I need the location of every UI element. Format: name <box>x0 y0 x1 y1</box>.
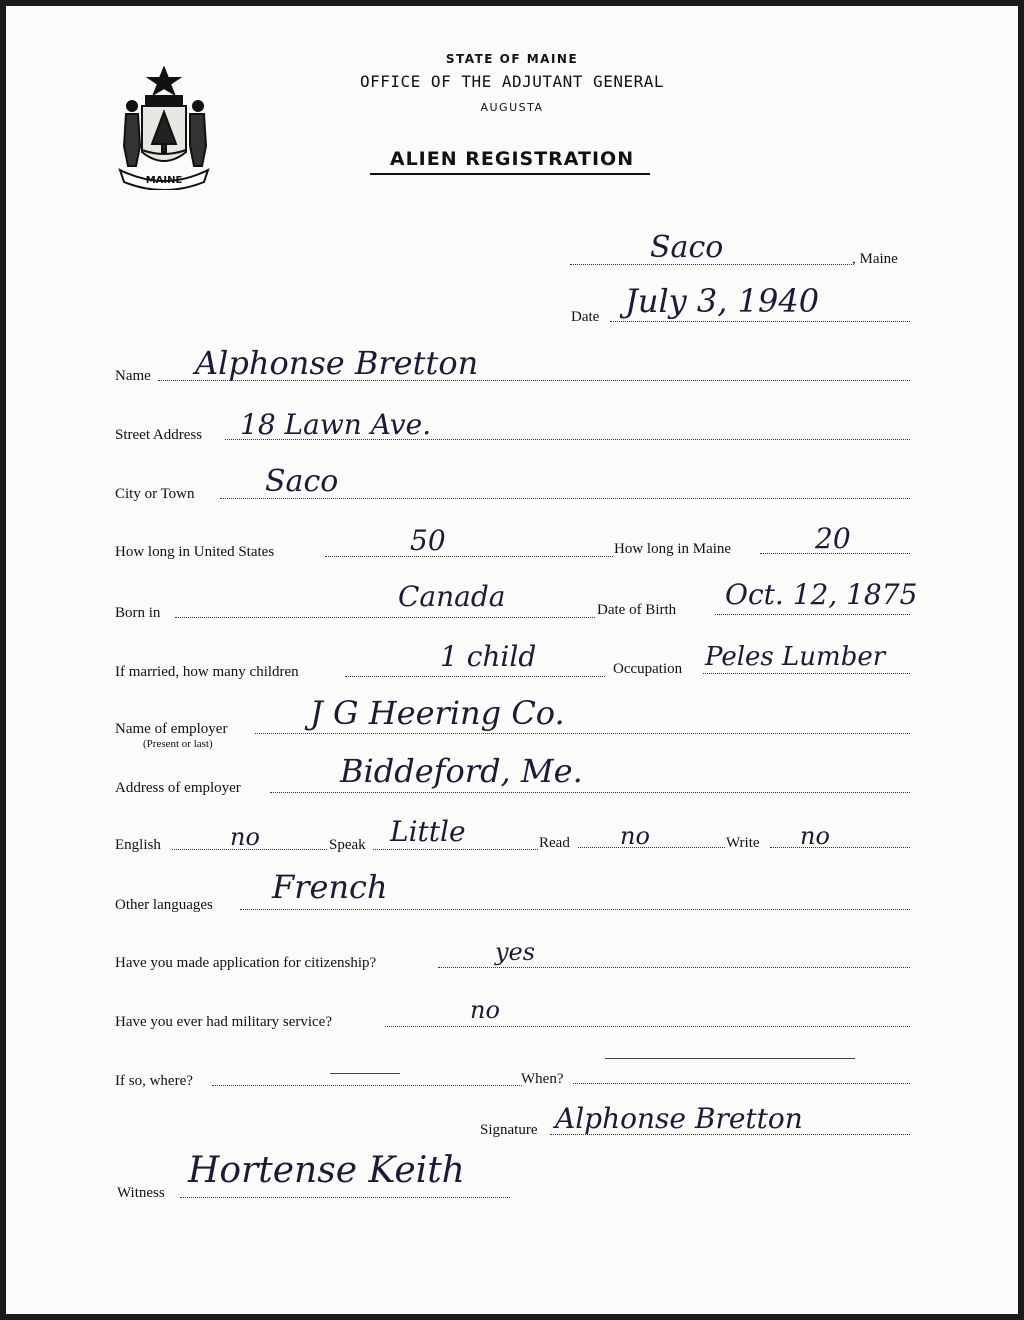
state-heading: STATE OF MAINE <box>445 52 579 66</box>
how-long-us-value: 50 <box>410 524 446 557</box>
military-value: no <box>470 996 500 1024</box>
speak-value: Little <box>390 815 466 848</box>
witness-label: Witness <box>117 1185 165 1201</box>
street-label: Street Address <box>115 427 203 443</box>
how-long-us-label: How long in United States <box>115 544 275 560</box>
born-in-value: Canada <box>398 580 506 613</box>
english-label: English <box>115 837 161 853</box>
occupation-value: Peles Lumber <box>705 642 886 672</box>
speak-label: Speak <box>329 837 366 853</box>
children-value: 1 child <box>440 640 537 673</box>
employer-label: Name of employer <box>115 721 228 737</box>
employer-sublabel: (Present or last) <box>143 738 213 750</box>
name-value: Alphonse Bretton <box>195 344 479 382</box>
read-value: no <box>620 822 650 850</box>
maine-state-seal-icon <box>112 66 216 190</box>
how-long-maine-label: How long in Maine <box>614 541 732 557</box>
military-label: Have you ever had military service? <box>115 1014 332 1030</box>
english-value: no <box>230 823 260 851</box>
other-languages-label: Other languages <box>115 897 213 913</box>
date-of-birth-label: Date of Birth <box>597 602 677 618</box>
maine-label: , Maine <box>852 251 898 267</box>
town-value: Saco <box>650 230 724 265</box>
city-value: Saco <box>265 464 339 499</box>
when-label: When? <box>521 1071 564 1087</box>
name-label: Name <box>115 368 151 384</box>
how-long-maine-value: 20 <box>815 522 851 555</box>
witness-value: Hortense Keith <box>188 1150 465 1191</box>
employer-address-label: Address of employer <box>115 780 241 796</box>
title-underline <box>370 173 650 175</box>
write-value: no <box>800 822 830 850</box>
svg-text:MAINE: MAINE <box>145 175 183 186</box>
other-languages-value: French <box>272 868 388 906</box>
occupation-label: Occupation <box>613 661 683 677</box>
date-value: July 3, 1940 <box>625 282 820 320</box>
employer-address-value: Biddeford, Me. <box>340 752 583 790</box>
write-label: Write <box>726 835 760 851</box>
signature-label: Signature <box>480 1122 538 1138</box>
office-heading: OFFICE OF THE ADJUTANT GENERAL <box>360 72 664 91</box>
citizenship-value: yes <box>495 938 536 966</box>
date-label: Date <box>571 309 600 325</box>
form-title: ALIEN REGISTRATION <box>389 148 635 170</box>
read-label: Read <box>539 835 570 851</box>
citizenship-label: Have you made application for citizenship? <box>115 955 377 971</box>
married-label: If married, how many children <box>115 664 299 680</box>
city-heading: AUGUSTA <box>480 101 544 114</box>
born-in-label: Born in <box>115 605 161 621</box>
employer-value: J G Heering Co. <box>310 694 565 732</box>
date-of-birth-value: Oct. 12, 1875 <box>725 578 918 611</box>
signature-value: Alphonse Bretton <box>555 1102 803 1135</box>
city-label: City or Town <box>115 486 195 502</box>
if-so-where-label: If so, where? <box>115 1073 193 1089</box>
street-value: 18 Lawn Ave. <box>240 408 432 441</box>
